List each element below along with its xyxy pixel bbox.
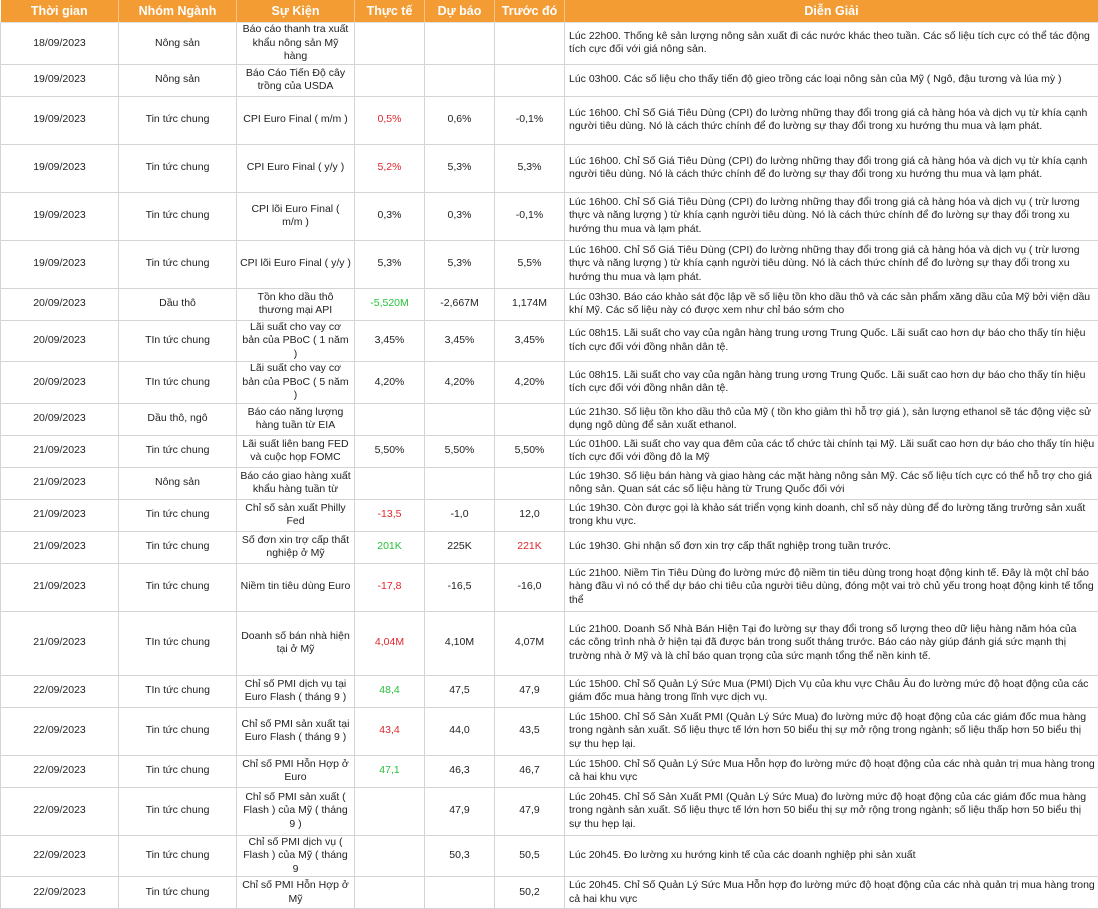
cell-previous: -16,0 — [495, 563, 565, 611]
cell-group: Tin tức chung — [119, 835, 237, 877]
cell-actual: 5,2% — [355, 144, 425, 192]
header-description[interactable]: Diễn Giải — [565, 0, 1098, 23]
table-row[interactable] — [1, 499, 1098, 531]
cell-event: Lãi suất cho vay cơ bản của PBoC ( 1 năm ) — [237, 320, 355, 362]
cell-event: CPI Euro Final ( m/m ) — [237, 96, 355, 144]
cell-date: 22/09/2023 — [1, 787, 119, 835]
cell-event: Niềm tin tiêu dùng Euro — [237, 563, 355, 611]
cell-description: Lúc 16h00. Chỉ Số Giá Tiêu Dùng (CPI) đo lường những thay đổi trong giá cả hàng hóa và dịch vụ từ khía cạnh người tiêu dùng. Nó là cách thức chính để đo lường sự thay đổi trong xu hướng thu mua và lạm phát. — [565, 144, 1098, 192]
cell-previous: 3,45% — [495, 320, 565, 362]
cell-previous: 5,5% — [495, 240, 565, 288]
cell-previous — [495, 467, 565, 499]
cell-group: Dầu thô, ngô — [119, 403, 237, 435]
table-row[interactable] — [1, 320, 1098, 362]
cell-previous: 46,7 — [495, 755, 565, 787]
cell-actual: 201K — [355, 531, 425, 563]
cell-forecast — [425, 467, 495, 499]
cell-forecast: -16,5 — [425, 563, 495, 611]
cell-event: Báo cáo năng lượng hàng tuần từ EIA — [237, 403, 355, 435]
cell-group: Tin tức chung — [119, 563, 237, 611]
cell-forecast: 44,0 — [425, 707, 495, 755]
cell-description: Lúc 21h00. Niềm Tin Tiêu Dùng đo lường mức độ niềm tin tiêu dùng trong hoạt động kinh tế. Đây là một chỉ báo hàng đầu vì nó có thể dự báo chi tiêu của người tiêu dùng, đóng một vai trò chủ yếu trong hoạt động kinh tế tổng thể — [565, 563, 1098, 611]
cell-actual: 4,04M — [355, 611, 425, 675]
table-row[interactable] — [1, 403, 1098, 435]
cell-forecast: 0,6% — [425, 96, 495, 144]
cell-forecast: 46,3 — [425, 755, 495, 787]
cell-group: Tin tức chung — [119, 707, 237, 755]
cell-actual: -5,520M — [355, 288, 425, 320]
cell-actual: 5,50% — [355, 435, 425, 467]
cell-date: 19/09/2023 — [1, 192, 119, 240]
cell-description: Lúc 16h00. Chỉ Số Giá Tiêu Dùng (CPI) đo lường những thay đổi trong giá cả hàng hóa và dịch vụ ( trừ lương thực và năng lượng ) từ khía cạnh người tiêu dùng. Nó là cách thức chính để đo lường sự thay đổi trong xu hướng thu mua và lạm phát. — [565, 192, 1098, 240]
cell-group: Tin tức chung — [119, 192, 237, 240]
cell-forecast — [425, 64, 495, 96]
cell-event: Chỉ số PMI Hỗn Hợp ở Euro — [237, 755, 355, 787]
cell-description: Lúc 01h00. Lãi suất cho vay qua đêm của các tổ chức tài chính tại Mỹ. Lãi suất cao hơn dự báo cho thấy tín hiệu tích cực đối với đồng đô la Mỹ — [565, 435, 1098, 467]
cell-description: Lúc 20h45. Đo lường xu hướng kinh tế của các doanh nghiệp phi sản xuất — [565, 835, 1098, 877]
cell-date: 20/09/2023 — [1, 288, 119, 320]
cell-description: Lúc 08h15. Lãi suất cho vay của ngân hàng trung ương Trung Quốc. Lãi suất cao hơn dự báo cho thấy tín hiệu tích cực đối với đồng nhân dân tệ. — [565, 362, 1098, 404]
table-row[interactable] — [1, 362, 1098, 404]
cell-previous: 47,9 — [495, 787, 565, 835]
cell-previous: 50,5 — [495, 835, 565, 877]
cell-actual: 5,3% — [355, 240, 425, 288]
cell-previous: 47,9 — [495, 675, 565, 707]
cell-forecast: 3,45% — [425, 320, 495, 362]
cell-description: Lúc 03h30. Báo cáo khảo sát độc lập về số liệu tồn kho dầu thô và các sản phẩm xăng dầu của Mỹ bởi viện dầu khí Mỹ. Các số liệu này có được xem như chỉ báo sớm cho — [565, 288, 1098, 320]
cell-date: 21/09/2023 — [1, 467, 119, 499]
cell-previous: 50,2 — [495, 877, 565, 909]
cell-forecast: 5,3% — [425, 144, 495, 192]
cell-date: 20/09/2023 — [1, 320, 119, 362]
cell-previous: 12,0 — [495, 499, 565, 531]
cell-description: Lúc 21h00. Doanh Số Nhà Bán Hiện Tại đo lường sự thay đổi trong số lượng theo dữ liệu hàng năm hóa của các công trình nhà ở hiện tại đã được bán trong suốt tháng trước. Báo cáo này giúp đánh giá sức mạnh thị trường nhà ở Mỹ và là chỉ báo quan trọng của sức mạnh tổng thể nền kinh tế. — [565, 611, 1098, 675]
cell-description: Lúc 03h00. Các số liệu cho thấy tiến độ gieo trồng các loại nông sản của Mỹ ( Ngô, đậu tương và lúa mỳ ) — [565, 64, 1098, 96]
cell-previous: 4,20% — [495, 362, 565, 404]
cell-forecast: 4,20% — [425, 362, 495, 404]
cell-date: 21/09/2023 — [1, 435, 119, 467]
cell-previous: 43,5 — [495, 707, 565, 755]
cell-date: 22/09/2023 — [1, 755, 119, 787]
cell-date: 19/09/2023 — [1, 64, 119, 96]
header-date[interactable]: Thời gian — [1, 0, 119, 23]
table-row[interactable] — [1, 96, 1098, 144]
cell-actual: -13,5 — [355, 499, 425, 531]
table-row[interactable] — [1, 192, 1098, 240]
cell-description: Lúc 20h45. Chỉ Số Sản Xuất PMI (Quản Lý Sức Mua) đo lường mức độ hoạt động của các giám đốc mua hàng trong ngành sản xuất. Số liệu thực tế lớn hơn 50 biểu thị sự mở rộng trong ngành; số liệu thấp hơn 50 biểu thị sự thu hẹp lại. — [565, 787, 1098, 835]
cell-date: 19/09/2023 — [1, 144, 119, 192]
cell-group: TIn tức chung — [119, 320, 237, 362]
cell-actual: 3,45% — [355, 320, 425, 362]
cell-event: Báo cáo giao hàng xuất khẩu hàng tuần từ — [237, 467, 355, 499]
cell-date: 19/09/2023 — [1, 96, 119, 144]
cell-date: 21/09/2023 — [1, 611, 119, 675]
cell-group: Nông sản — [119, 64, 237, 96]
cell-group: Tin tức chung — [119, 787, 237, 835]
header-previous[interactable]: Trước đó — [495, 0, 565, 23]
table-row[interactable] — [1, 755, 1098, 787]
cell-event: Chỉ số PMI Hỗn Hợp ở Mỹ — [237, 877, 355, 909]
cell-actual: -17,8 — [355, 563, 425, 611]
cell-forecast: 50,3 — [425, 835, 495, 877]
cell-actual: 4,20% — [355, 362, 425, 404]
cell-description: Lúc 15h00. Chỉ Số Quản Lý Sức Mua (PMI) Dịch Vụ của khu vực Châu Âu đo lường mức độ hoạt động của các giám đốc mua hàng trong lĩnh vực dịch vụ. — [565, 675, 1098, 707]
cell-event: Báo cáo thanh tra xuất khẩu nông sản Mỹ hàng — [237, 23, 355, 65]
cell-date: 22/09/2023 — [1, 707, 119, 755]
cell-previous: 1,174M — [495, 288, 565, 320]
cell-event: Chỉ số PMI sản xuất tại Euro Flash ( tháng 9 ) — [237, 707, 355, 755]
cell-actual — [355, 835, 425, 877]
cell-group: Tin tức chung — [119, 755, 237, 787]
cell-previous: -0,1% — [495, 192, 565, 240]
cell-event: Chỉ số PMI dịch vụ tại Euro Flash ( tháng 9 ) — [237, 675, 355, 707]
cell-description: Lúc 08h15. Lãi suất cho vay của ngân hàng trung ương Trung Quốc. Lãi suất cao hơn dự báo cho thấy tín hiệu tích cực đối với đồng nhân dân tệ. — [565, 320, 1098, 362]
table-row[interactable] — [1, 64, 1098, 96]
table-row[interactable] — [1, 467, 1098, 499]
cell-group: Tin tức chung — [119, 435, 237, 467]
cell-event: Lãi suất cho vay cơ bản của PBoC ( 5 năm ) — [237, 362, 355, 404]
table-row[interactable] — [1, 675, 1098, 707]
cell-forecast: 225K — [425, 531, 495, 563]
cell-event: Tồn kho dầu thô thương mại API — [237, 288, 355, 320]
cell-event: Lãi suất liên bang FED và cuộc họp FOMC — [237, 435, 355, 467]
cell-previous: -0,1% — [495, 96, 565, 144]
cell-event: CPI lõi Euro Final ( m/m ) — [237, 192, 355, 240]
cell-actual: 0,5% — [355, 96, 425, 144]
cell-event: Chỉ số sản xuất Philly Fed — [237, 499, 355, 531]
header-actual[interactable]: Thực tế — [355, 0, 425, 23]
cell-group: TIn tức chung — [119, 611, 237, 675]
table-row[interactable] — [1, 611, 1098, 675]
cell-event: Số đơn xin trợ cấp thất nghiệp ở Mỹ — [237, 531, 355, 563]
cell-group: Tin tức chung — [119, 877, 237, 909]
cell-group: Nông sản — [119, 467, 237, 499]
table-row[interactable] — [1, 435, 1098, 467]
cell-description: Lúc 21h30. Số liệu tồn kho dầu thô của Mỹ ( tồn kho giảm thì hỗ trợ giá ), sản lượng ethanol sẽ tác động việc sử dụng ngô dùng để sản xuất ethanol. — [565, 403, 1098, 435]
cell-group: Tin tức chung — [119, 499, 237, 531]
cell-actual: 48,4 — [355, 675, 425, 707]
table-row[interactable] — [1, 531, 1098, 563]
cell-group: Tin tức chung — [119, 531, 237, 563]
table-row[interactable] — [1, 240, 1098, 288]
cell-date: 20/09/2023 — [1, 403, 119, 435]
table-row[interactable] — [1, 835, 1098, 877]
header-group[interactable]: Nhóm Ngành — [119, 0, 237, 23]
cell-description: Lúc 19h30. Số liệu bán hàng và giao hàng các mặt hàng nông sản Mỹ. Các số liệu tích cực có thể hỗ trợ cho giá nông sản. Quan sát các số liệu hàng từ Trung Quốc đối với — [565, 467, 1098, 499]
cell-forecast: 5,50% — [425, 435, 495, 467]
cell-forecast: 4,10M — [425, 611, 495, 675]
cell-description: Lúc 20h45. Chỉ Số Quản Lý Sức Mua Hỗn hợp đo lường mức độ hoạt động của các nhà quản trị mua hàng trong cả hai khu vực — [565, 877, 1098, 909]
cell-group: TIn tức chung — [119, 675, 237, 707]
cell-actual — [355, 467, 425, 499]
cell-description: Lúc 22h00. Thống kê sản lượng nông sản xuất đi các nước khác theo tuần. Các số liệu tích cực có thể tác động tích cực đối với giá nông sản. — [565, 23, 1098, 65]
cell-actual — [355, 877, 425, 909]
cell-date: 22/09/2023 — [1, 835, 119, 877]
cell-date: 22/09/2023 — [1, 675, 119, 707]
table-row[interactable] — [1, 144, 1098, 192]
header-forecast[interactable]: Dự báo — [425, 0, 495, 23]
table-row[interactable] — [1, 707, 1098, 755]
table-header — [1, 0, 1098, 23]
cell-event: Chỉ số PMI sản xuất ( Flash ) của Mỹ ( tháng 9 ) — [237, 787, 355, 835]
cell-date: 21/09/2023 — [1, 531, 119, 563]
cell-date: 22/09/2023 — [1, 877, 119, 909]
cell-forecast: -2,667M — [425, 288, 495, 320]
cell-previous — [495, 64, 565, 96]
cell-actual: 43,4 — [355, 707, 425, 755]
table-row[interactable] — [1, 288, 1098, 320]
cell-date: 20/09/2023 — [1, 362, 119, 404]
cell-date: 21/09/2023 — [1, 563, 119, 611]
table-row[interactable] — [1, 23, 1098, 65]
cell-event: Báo Cáo Tiến Độ cây trồng của USDA — [237, 64, 355, 96]
cell-event: CPI lõi Euro Final ( y/y ) — [237, 240, 355, 288]
cell-group: Nông sản — [119, 23, 237, 65]
cell-forecast: 47,5 — [425, 675, 495, 707]
cell-actual: 0,3% — [355, 192, 425, 240]
cell-previous: 4,07M — [495, 611, 565, 675]
cell-description: Lúc 15h00. Chỉ Số Quản Lý Sức Mua Hỗn hợp đo lường mức độ hoạt động của các nhà quản trị mua hàng trong cả hai khu vực — [565, 755, 1098, 787]
cell-actual — [355, 403, 425, 435]
cell-previous: 5,50% — [495, 435, 565, 467]
cell-date: 21/09/2023 — [1, 499, 119, 531]
cell-description: Lúc 16h00. Chỉ Số Giá Tiêu Dùng (CPI) đo lường những thay đổi trong giá cả hàng hóa và dịch vụ ( trừ lương thực và năng lượng ) từ khía cạnh người tiêu dùng. Nó là cách thức chính để đo lường sự thay đổi trong xu hướng thu mua và lạm phát. — [565, 240, 1098, 288]
cell-date: 18/09/2023 — [1, 23, 119, 65]
cell-forecast: 0,3% — [425, 192, 495, 240]
cell-actual — [355, 64, 425, 96]
cell-forecast — [425, 877, 495, 909]
cell-description: Lúc 15h00. Chỉ Số Sản Xuất PMI (Quản Lý Sức Mua) đo lường mức độ hoạt động của các giám đốc mua hàng trong ngành sản xuất. Số liệu thực tế lớn hơn 50 biểu thị sự mở rộng trong ngành; số liệu thấp hơn 50 biểu thị sự thu hẹp lại. — [565, 707, 1098, 755]
header-event[interactable]: Sự Kiện — [237, 0, 355, 23]
cell-forecast — [425, 403, 495, 435]
cell-group: Tin tức chung — [119, 240, 237, 288]
cell-actual — [355, 787, 425, 835]
cell-forecast: -1,0 — [425, 499, 495, 531]
table-row[interactable] — [1, 877, 1098, 909]
cell-event: CPI Euro Final ( y/y ) — [237, 144, 355, 192]
cell-event: Doanh số bán nhà hiện tại ở Mỹ — [237, 611, 355, 675]
cell-previous — [495, 23, 565, 65]
cell-description: Lúc 19h30. Còn được gọi là khảo sát triển vọng kinh doanh, chỉ số này dùng để đo lường tăng trưởng sản xuất trong khu vực. — [565, 499, 1098, 531]
cell-description: Lúc 19h30. Ghi nhận số đơn xin trợ cấp thất nghiệp trong tuần trước. — [565, 531, 1098, 563]
cell-group: Tin tức chung — [119, 144, 237, 192]
cell-group: TIn tức chung — [119, 362, 237, 404]
cell-previous — [495, 403, 565, 435]
cell-actual: 47,1 — [355, 755, 425, 787]
cell-forecast: 47,9 — [425, 787, 495, 835]
cell-group: Tin tức chung — [119, 96, 237, 144]
cell-group: Dầu thô — [119, 288, 237, 320]
cell-forecast: 5,3% — [425, 240, 495, 288]
cell-event: Chỉ số PMI dịch vụ ( Flash ) của Mỹ ( tháng 9 — [237, 835, 355, 877]
table-row[interactable] — [1, 563, 1098, 611]
table-body — [1, 23, 1098, 909]
cell-previous: 5,3% — [495, 144, 565, 192]
cell-actual — [355, 23, 425, 65]
cell-previous: 221K — [495, 531, 565, 563]
cell-forecast — [425, 23, 495, 65]
cell-date: 19/09/2023 — [1, 240, 119, 288]
table-row[interactable] — [1, 787, 1098, 835]
cell-description: Lúc 16h00. Chỉ Số Giá Tiêu Dùng (CPI) đo lường những thay đổi trong giá cả hàng hóa và dịch vụ từ khía cạnh người tiêu dùng. Nó là cách thức chính để đo lường sự thay đổi trong xu hướng thu mua và lạm phát. — [565, 96, 1098, 144]
